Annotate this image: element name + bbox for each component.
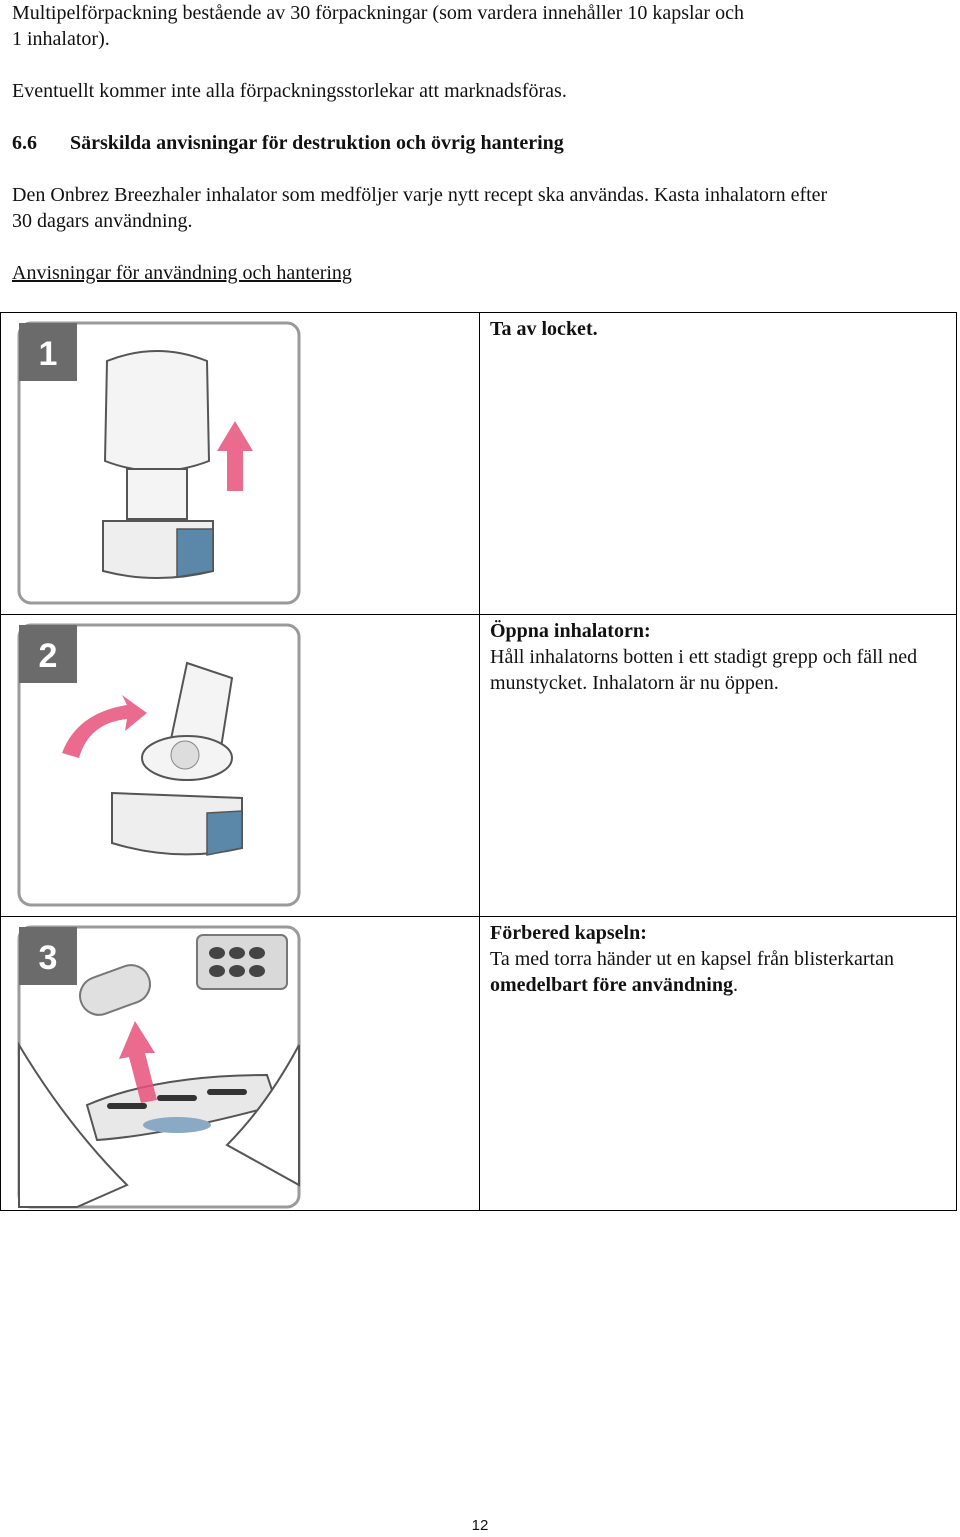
section-title: Särskilda anvisningar för destruktion och övrig hantering bbox=[70, 132, 564, 154]
step-3-text-cell bbox=[480, 917, 957, 1211]
step-row-2 bbox=[1, 615, 957, 917]
step-row-1 bbox=[1, 313, 957, 615]
section-heading bbox=[12, 130, 940, 156]
section-number: 6.6 bbox=[12, 132, 37, 154]
step-3-illustration-cell bbox=[1, 917, 480, 1211]
step-2-text: Håll inhalatorns botten i ett stadigt grepp och fäll ned munstycket. Inhalatorn är nu öppen. bbox=[490, 646, 918, 694]
step-1-title: Ta av locket. bbox=[490, 318, 598, 340]
step-3-text: Ta med torra händer ut en kapsel från blisterkartan bbox=[490, 948, 894, 970]
step-3-text-end: . bbox=[732, 974, 738, 996]
step-2-illustration-cell bbox=[1, 615, 480, 917]
step-row-3 bbox=[1, 917, 957, 1211]
step-2-title: Öppna inhalatorn: bbox=[490, 620, 651, 642]
step-2-text-cell bbox=[480, 615, 957, 917]
steps-table bbox=[0, 312, 957, 1211]
page-number: 12 bbox=[471, 1517, 489, 1534]
instructions-subheading: Anvisningar för användning och hantering bbox=[12, 262, 352, 284]
step-1-illustration-cell bbox=[1, 313, 480, 615]
section-body-line-1: Den Onbrez Breezhaler inhalator som medföljer varje nytt recept ska användas. Kasta inhalatorn efter bbox=[12, 184, 828, 206]
step-1-illustration bbox=[17, 321, 303, 607]
step-3-badge: 3 bbox=[38, 939, 58, 977]
step-3-illustration bbox=[17, 925, 303, 1211]
section-body-line-2: 30 dagars användning. bbox=[12, 210, 193, 232]
step-1-text-cell bbox=[480, 313, 957, 615]
step-2-illustration bbox=[17, 623, 303, 909]
packaging-line-2: 1 inhalator). bbox=[12, 28, 110, 50]
packaging-line-1: Multipelförpackning bestående av 30 förpackningar (som vardera innehåller 10 kapslar och bbox=[12, 2, 744, 24]
step-2-badge: 2 bbox=[38, 637, 58, 675]
marketing-note: Eventuellt kommer inte alla förpackningsstorlekar att marknadsföras. bbox=[12, 80, 567, 102]
step-3-emphasis: omedelbart före användning bbox=[490, 974, 733, 996]
step-1-badge: 1 bbox=[38, 335, 58, 373]
step-3-title: Förbered kapseln: bbox=[490, 922, 647, 944]
